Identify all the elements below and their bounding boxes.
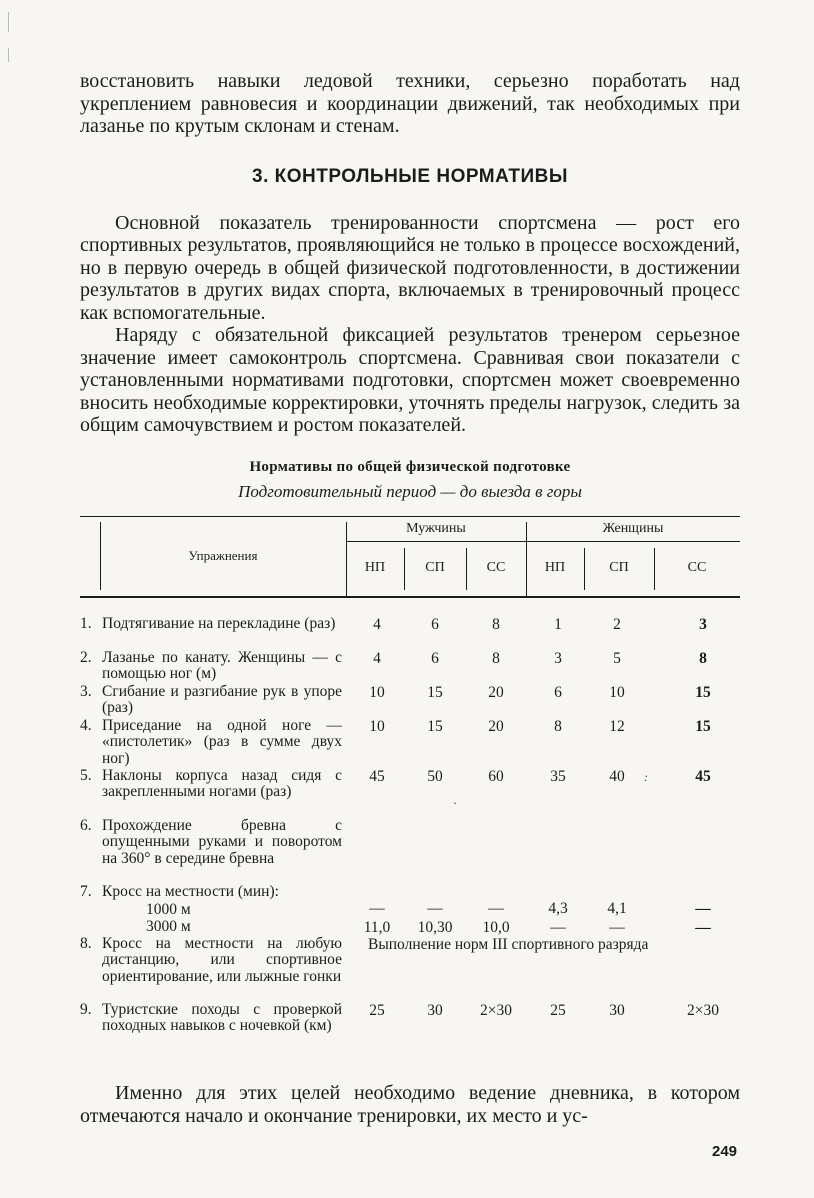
table-subtitle: Подготовительный период — до выезда в горы [238, 481, 582, 501]
table-row-label [80, 818, 342, 868]
table-cell: — [550, 918, 566, 936]
table-cell: 15 [427, 717, 443, 735]
table-cell: 10 [369, 683, 385, 701]
header-mid-rule [346, 541, 740, 542]
header-col-np-women: НП [544, 559, 566, 575]
stray-mark: : [644, 769, 648, 784]
row-number: 9. [80, 1000, 92, 1018]
row-text: Подтягивание на перекладине (раз) [102, 614, 336, 632]
table-row-label [80, 936, 342, 986]
header-bottom-rule [80, 596, 740, 598]
table-cell: — [369, 899, 385, 917]
table-row-label [80, 768, 342, 801]
table-cell: 2×30 [687, 1001, 719, 1019]
table-cell: 2 [613, 615, 621, 633]
stray-mark: · [453, 795, 457, 810]
table-cell: 20 [488, 717, 504, 735]
row-text: Кросс на местности на любую дистанцию, или спортивное ориентирование, или лыжные гонки [102, 934, 342, 985]
header-col-ss-men: СС [486, 559, 506, 575]
table-cell: 50 [427, 767, 443, 785]
table-cell: 8 [554, 717, 562, 735]
row-text: Лазанье по канату. Женщины — с помощью ног (м) [102, 648, 342, 682]
table-top-rule [80, 516, 740, 517]
table-cell: 30 [427, 1001, 443, 1019]
intro-paragraph: восстановить навыки ледовой техники, серьезно поработать над укреплением равновесия и координации движений, так необходимых при лазанье по крутым склонам и стенам. [80, 70, 740, 137]
header-women: Женщины [602, 520, 664, 536]
table-row-label [80, 718, 342, 768]
row-number: 6. [80, 816, 92, 834]
row-text: 1000 м [146, 900, 191, 918]
table-cell: 45 [369, 767, 385, 785]
table-cell: 3 [699, 615, 707, 633]
table-cell: 2×30 [480, 1001, 512, 1019]
table-title: Нормативы по общей физической подготовке [249, 458, 571, 475]
table-cell: 60 [488, 767, 504, 785]
table-cell: 8 [492, 615, 500, 633]
table-cell: 30 [609, 1001, 625, 1019]
header-men: Мужчины [406, 520, 466, 536]
table-cell: 4 [373, 615, 381, 633]
header-col-np-men: НП [364, 559, 386, 575]
table-cell: 8 [699, 649, 707, 667]
table-row-label [80, 650, 342, 683]
table-row-label [80, 919, 342, 936]
table-cell: 6 [431, 649, 439, 667]
table-cell: — [695, 918, 711, 936]
margin-mark [8, 12, 9, 32]
table-cell: 4,1 [607, 899, 627, 917]
table-row-label [80, 1002, 342, 1035]
table-cell: 10,0 [482, 918, 510, 936]
row-text: Кросс на местности (мин): [102, 882, 279, 900]
row-text: Приседание на одной ноге — «пистолетик» (раз в сумме двух ног) [102, 716, 342, 767]
table-cell: 10 [609, 683, 625, 701]
table-cell: 40 [609, 767, 625, 785]
row-number: 5. [80, 766, 92, 784]
row-text: Сгибание и разгибание рук в упоре (раз) [102, 682, 342, 716]
table-cell: — [427, 899, 443, 917]
table-cell: 6 [554, 683, 562, 701]
header-col-ss-women: СС [687, 559, 707, 575]
row-text: Туристские походы с проверкой походных навыков с ночевкой (км) [102, 1000, 342, 1034]
table-row-label [80, 884, 342, 901]
table-cell: 15 [427, 683, 443, 701]
table-cell: 20 [488, 683, 504, 701]
table-cell: — [609, 918, 625, 936]
table-cell: 25 [550, 1001, 566, 1019]
table-cell: 25 [369, 1001, 385, 1019]
header-exercises: Упражнения [188, 547, 258, 563]
row-text: 3000 м [146, 917, 191, 935]
page-body [80, 70, 740, 1064]
paragraph-2: Наряду с обязательной фиксацией результатов тренером серьезное значение имеет самоконтроль спортсмена. Сравнивая свои показатели с установленными нормативами подготовки, спортсмен может своевременно вносить необходимые корректировки, уточнять пределы нагрузок, следить за общим самочувствием и ростом показателей. [80, 324, 740, 436]
closing-paragraph: Именно для этих целей необходимо ведение дневника, в котором отмечаются начало и окончание тренировки, их место и ус- [80, 1082, 740, 1127]
row-number: 3. [80, 682, 92, 700]
table-cell: 3 [554, 649, 562, 667]
table-cell: 5 [613, 649, 621, 667]
margin-mark [8, 48, 9, 62]
table-row-label [80, 684, 342, 717]
row-number: 8. [80, 934, 92, 952]
section-heading: 3. КОНТРОЛЬНЫЕ НОРМАТИВЫ [252, 165, 568, 187]
row-number: 4. [80, 716, 92, 734]
table-cell: 4 [373, 649, 381, 667]
header-col-sp-women: СП [609, 559, 629, 575]
table-cell: — [695, 899, 711, 917]
row-text: Наклоны корпуса назад сидя с закрепленными ногами (раз) [102, 766, 342, 800]
table-cell: — [488, 899, 504, 917]
page-number: 249 [712, 1143, 738, 1160]
table-row-label [80, 902, 342, 919]
table-cell: 11,0 [363, 918, 391, 936]
table-cell: 10,30 [417, 918, 453, 936]
table-cell: 15 [695, 717, 711, 735]
row-span-text: Выполнение норм III спортивного разряда [368, 935, 649, 953]
header-col-sp-men: СП [425, 559, 445, 575]
table-row-label [80, 616, 342, 633]
row-text: Прохождение бревна с опущенными руками и поворотом на 360° в середине бревна [102, 816, 342, 867]
table-cell: 1 [554, 615, 562, 633]
row-number: 2. [80, 648, 92, 666]
row-number: 1. [80, 614, 92, 632]
table-cell: 8 [492, 649, 500, 667]
row-number: 7. [80, 882, 92, 900]
paragraph-1: Основной показатель тренированности спортсмена — рост его спортивных результатов, проявляющийся не только в процессе восхождений, но в первую очередь в общей физической подготовленности, в достижении результатов в других видах спорта, включаемых в тренировочный процесс как вспомогательные. [80, 211, 740, 324]
table-cell: 45 [695, 767, 711, 785]
table-cell: 35 [550, 767, 566, 785]
table-cell: 15 [695, 683, 711, 701]
norms-table [80, 516, 742, 1064]
table-cell: 10 [369, 717, 385, 735]
table-cell: 6 [431, 615, 439, 633]
table-cell: 12 [609, 717, 625, 735]
table-cell: 4,3 [548, 899, 568, 917]
